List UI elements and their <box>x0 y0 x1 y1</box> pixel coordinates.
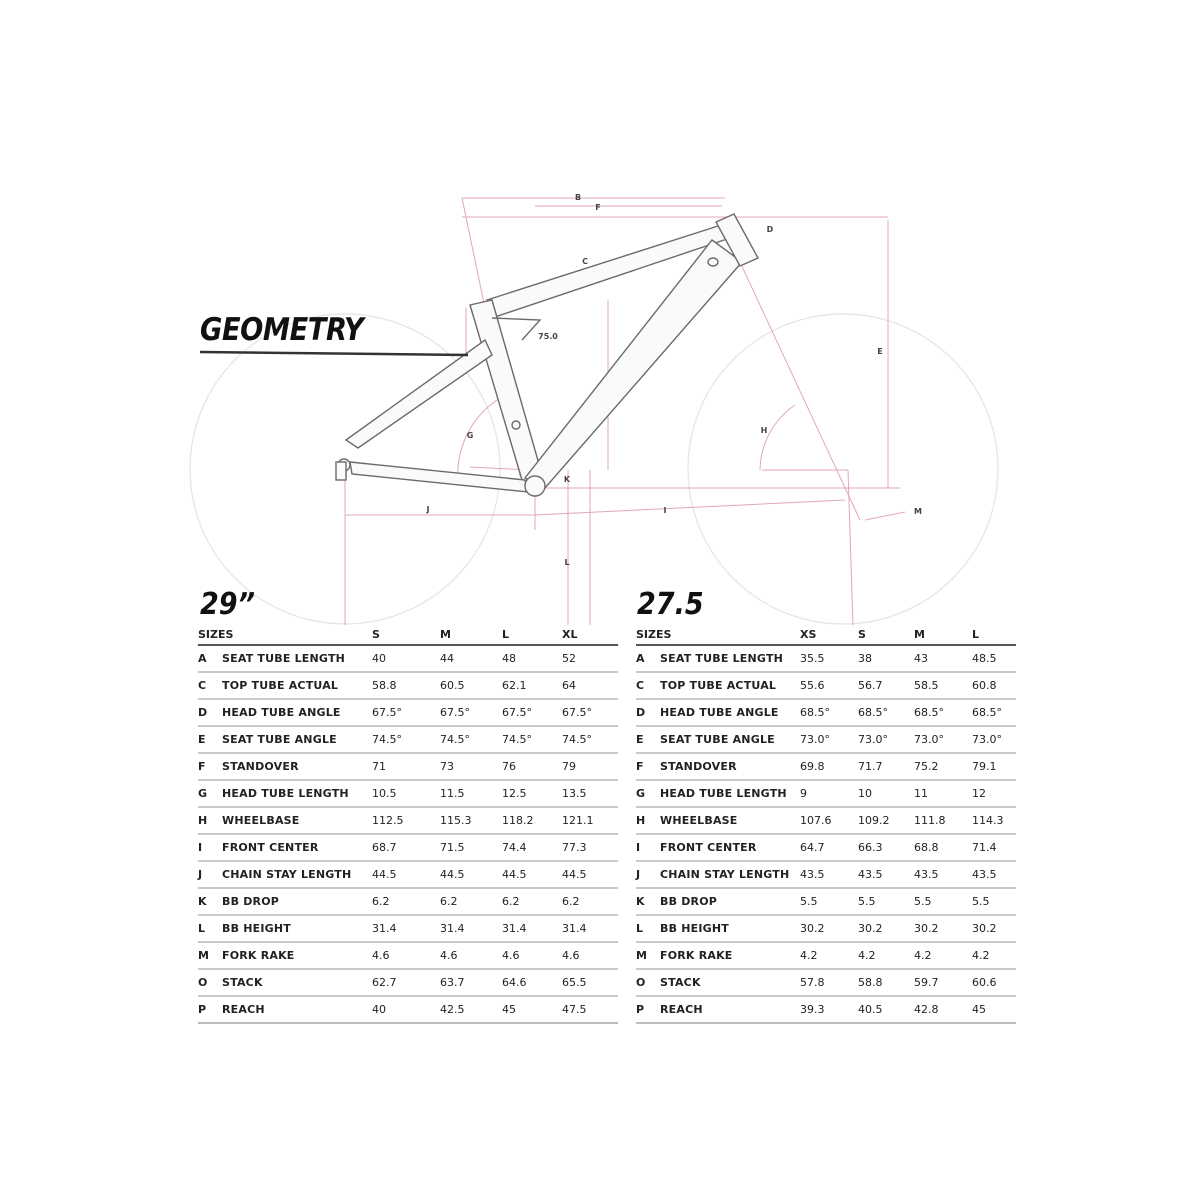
row-value: 44.5 <box>440 861 502 888</box>
row-value: 71.4 <box>972 834 1016 861</box>
label-f: F <box>595 203 601 212</box>
row-value: 77.3 <box>562 834 618 861</box>
row-value: 39.3 <box>800 996 858 1023</box>
row-letter: P <box>198 996 222 1023</box>
row-letter: L <box>198 915 222 942</box>
table-row <box>198 834 618 861</box>
row-value: 48.5 <box>972 645 1016 672</box>
row-value: 47.5 <box>562 996 618 1023</box>
label-g: G <box>466 431 474 440</box>
table-row <box>636 807 1016 834</box>
row-value: 67.5° <box>372 699 440 726</box>
row-value: 58.5 <box>914 672 972 699</box>
row-value: 74.5° <box>440 726 502 753</box>
table-row <box>198 969 618 996</box>
table-row <box>198 780 618 807</box>
row-name: STANDOVER <box>222 753 372 780</box>
row-value: 5.5 <box>800 888 858 915</box>
size-header: S <box>372 628 380 641</box>
row-value: 43.5 <box>972 861 1016 888</box>
row-value: 11.5 <box>440 780 502 807</box>
geometry-table-275 <box>636 625 1016 1024</box>
row-value: 79.1 <box>972 753 1016 780</box>
row-value: 44.5 <box>372 861 440 888</box>
row-letter: O <box>198 969 222 996</box>
row-value: 4.6 <box>502 942 562 969</box>
row-name: SEAT TUBE LENGTH <box>660 645 800 672</box>
table-row <box>636 888 1016 915</box>
table-row <box>636 915 1016 942</box>
row-value: 52 <box>562 645 618 672</box>
table-row <box>636 699 1016 726</box>
row-value: 60.6 <box>972 969 1016 996</box>
row-value: 67.5° <box>502 699 562 726</box>
label-angle: 75.0 <box>538 332 558 341</box>
table-row <box>198 942 618 969</box>
geometry-table-29 <box>198 625 618 1024</box>
row-value: 71.5 <box>440 834 502 861</box>
row-letter: F <box>636 753 660 780</box>
row-value: 5.5 <box>858 888 914 915</box>
row-name: BB HEIGHT <box>660 915 800 942</box>
row-name: CHAIN STAY LENGTH <box>660 861 800 888</box>
row-name: BB DROP <box>660 888 800 915</box>
row-value: 71.7 <box>858 753 914 780</box>
row-name: CHAIN STAY LENGTH <box>222 861 372 888</box>
row-name: HEAD TUBE LENGTH <box>660 780 800 807</box>
size-header: S <box>858 628 866 641</box>
row-name: FORK RAKE <box>660 942 800 969</box>
row-name: TOP TUBE ACTUAL <box>660 672 800 699</box>
label-d: D <box>766 225 774 234</box>
row-value: 64.7 <box>800 834 858 861</box>
row-value: 5.5 <box>972 888 1016 915</box>
row-value: 6.2 <box>562 888 618 915</box>
label-i: I <box>663 506 667 515</box>
size-header: M <box>440 628 451 641</box>
row-value: 4.6 <box>372 942 440 969</box>
table-row <box>636 726 1016 753</box>
table-275-heading: 27.5 <box>637 587 704 622</box>
row-value: 65.5 <box>562 969 618 996</box>
row-value: 74.4 <box>502 834 562 861</box>
row-value: 6.2 <box>440 888 502 915</box>
table-row <box>636 996 1016 1023</box>
row-letter: H <box>636 807 660 834</box>
row-value: 40 <box>372 996 440 1023</box>
row-value: 67.5° <box>562 699 618 726</box>
row-name: HEAD TUBE ANGLE <box>660 699 800 726</box>
row-name: STANDOVER <box>660 753 800 780</box>
row-value: 44.5 <box>562 861 618 888</box>
table-row <box>198 645 618 672</box>
row-value: 73 <box>440 753 502 780</box>
table-row <box>198 672 618 699</box>
size-header: XL <box>562 628 578 641</box>
row-value: 4.2 <box>858 942 914 969</box>
row-value: 60.8 <box>972 672 1016 699</box>
row-letter: G <box>636 780 660 807</box>
row-value: 69.8 <box>800 753 858 780</box>
row-value: 10.5 <box>372 780 440 807</box>
row-value: 48 <box>502 645 562 672</box>
table-row <box>198 915 618 942</box>
row-letter: G <box>198 780 222 807</box>
row-value: 68.8 <box>914 834 972 861</box>
row-value: 74.5° <box>562 726 618 753</box>
row-value: 40.5 <box>858 996 914 1023</box>
row-value: 31.4 <box>440 915 502 942</box>
row-name: FRONT CENTER <box>222 834 372 861</box>
row-letter: C <box>198 672 222 699</box>
row-value: 109.2 <box>858 807 914 834</box>
row-name: STACK <box>660 969 800 996</box>
row-value: 76 <box>502 753 562 780</box>
row-name: REACH <box>222 996 372 1023</box>
table-row <box>198 861 618 888</box>
row-value: 55.6 <box>800 672 858 699</box>
row-value: 67.5° <box>440 699 502 726</box>
row-value: 4.6 <box>562 942 618 969</box>
table-header-row <box>198 625 618 645</box>
row-letter: M <box>636 942 660 969</box>
row-value: 58.8 <box>372 672 440 699</box>
row-value: 12 <box>972 780 1016 807</box>
row-value: 68.5° <box>800 699 858 726</box>
table-row <box>198 753 618 780</box>
row-value: 73.0° <box>800 726 858 753</box>
row-letter: J <box>198 861 222 888</box>
row-value: 6.2 <box>372 888 440 915</box>
row-value: 66.3 <box>858 834 914 861</box>
row-value: 75.2 <box>914 753 972 780</box>
row-value: 57.8 <box>800 969 858 996</box>
row-letter: K <box>636 888 660 915</box>
row-value: 45 <box>502 996 562 1023</box>
row-value: 74.5° <box>372 726 440 753</box>
row-value: 43.5 <box>858 861 914 888</box>
row-value: 30.2 <box>800 915 858 942</box>
row-name: STACK <box>222 969 372 996</box>
front-wheel <box>688 314 998 624</box>
row-letter: H <box>198 807 222 834</box>
row-value: 4.2 <box>914 942 972 969</box>
row-letter: E <box>636 726 660 753</box>
row-value: 60.5 <box>440 672 502 699</box>
row-value: 73.0° <box>972 726 1016 753</box>
table-row <box>198 699 618 726</box>
size-header: L <box>972 628 980 641</box>
row-value: 31.4 <box>562 915 618 942</box>
row-name: BB HEIGHT <box>222 915 372 942</box>
label-h: H <box>760 426 768 435</box>
row-value: 4.6 <box>440 942 502 969</box>
row-name: HEAD TUBE LENGTH <box>222 780 372 807</box>
row-value: 68.5° <box>858 699 914 726</box>
row-name: REACH <box>660 996 800 1023</box>
row-letter: A <box>636 645 660 672</box>
row-value: 4.2 <box>972 942 1016 969</box>
row-name: TOP TUBE ACTUAL <box>222 672 372 699</box>
row-letter: M <box>198 942 222 969</box>
geometry-title: GEOMETRY <box>200 312 364 348</box>
table-row <box>198 996 618 1023</box>
row-value: 68.5° <box>914 699 972 726</box>
label-k: K <box>563 475 571 484</box>
row-value: 44.5 <box>502 861 562 888</box>
row-value: 4.2 <box>800 942 858 969</box>
row-value: 43.5 <box>914 861 972 888</box>
row-name: SEAT TUBE LENGTH <box>222 645 372 672</box>
row-letter: F <box>198 753 222 780</box>
row-value: 115.3 <box>440 807 502 834</box>
row-name: FORK RAKE <box>222 942 372 969</box>
row-value: 64.6 <box>502 969 562 996</box>
row-letter: K <box>198 888 222 915</box>
row-name: HEAD TUBE ANGLE <box>222 699 372 726</box>
row-name: SEAT TUBE ANGLE <box>660 726 800 753</box>
row-value: 107.6 <box>800 807 858 834</box>
table-row <box>636 969 1016 996</box>
table-row <box>636 942 1016 969</box>
row-value: 30.2 <box>914 915 972 942</box>
row-letter: D <box>636 699 660 726</box>
row-value: 73.0° <box>858 726 914 753</box>
row-value: 59.7 <box>914 969 972 996</box>
table-row <box>198 807 618 834</box>
table-row <box>636 834 1016 861</box>
row-value: 63.7 <box>440 969 502 996</box>
row-name: WHEELBASE <box>222 807 372 834</box>
row-value: 10 <box>858 780 914 807</box>
table-row <box>636 780 1016 807</box>
label-j: J <box>426 505 430 514</box>
row-letter: P <box>636 996 660 1023</box>
table-row <box>198 726 618 753</box>
row-letter: C <box>636 672 660 699</box>
row-value: 64 <box>562 672 618 699</box>
row-name: FRONT CENTER <box>660 834 800 861</box>
sizes-header: SIZES <box>198 628 234 641</box>
table-header-row <box>636 625 1016 645</box>
row-value: 30.2 <box>858 915 914 942</box>
row-value: 42.5 <box>440 996 502 1023</box>
row-value: 5.5 <box>914 888 972 915</box>
table-29-heading: 29” <box>200 587 255 622</box>
size-header: L <box>502 628 510 641</box>
label-b: B <box>574 193 582 202</box>
row-value: 74.5° <box>502 726 562 753</box>
row-value: 71 <box>372 753 440 780</box>
row-letter: A <box>198 645 222 672</box>
row-value: 6.2 <box>502 888 562 915</box>
row-value: 13.5 <box>562 780 618 807</box>
row-value: 30.2 <box>972 915 1016 942</box>
row-value: 31.4 <box>502 915 562 942</box>
row-value: 35.5 <box>800 645 858 672</box>
row-value: 42.8 <box>914 996 972 1023</box>
row-value: 118.2 <box>502 807 562 834</box>
row-value: 73.0° <box>914 726 972 753</box>
row-name: WHEELBASE <box>660 807 800 834</box>
label-c: C <box>582 257 588 266</box>
sizes-header: SIZES <box>636 628 672 641</box>
row-value: 62.7 <box>372 969 440 996</box>
row-value: 62.1 <box>502 672 562 699</box>
row-value: 79 <box>562 753 618 780</box>
row-letter: L <box>636 915 660 942</box>
row-letter: I <box>636 834 660 861</box>
row-value: 31.4 <box>372 915 440 942</box>
row-value: 9 <box>800 780 858 807</box>
table-row <box>636 861 1016 888</box>
row-value: 56.7 <box>858 672 914 699</box>
row-letter: E <box>198 726 222 753</box>
row-value: 12.5 <box>502 780 562 807</box>
row-value: 121.1 <box>562 807 618 834</box>
label-l: L <box>564 558 570 567</box>
row-value: 11 <box>914 780 972 807</box>
table-row <box>636 672 1016 699</box>
row-value: 114.3 <box>972 807 1016 834</box>
table-row <box>636 753 1016 780</box>
row-letter: J <box>636 861 660 888</box>
row-letter: I <box>198 834 222 861</box>
row-value: 43 <box>914 645 972 672</box>
row-name: BB DROP <box>222 888 372 915</box>
row-value: 112.5 <box>372 807 440 834</box>
row-value: 40 <box>372 645 440 672</box>
label-e: E <box>877 347 883 356</box>
row-value: 38 <box>858 645 914 672</box>
size-header: XS <box>800 628 817 641</box>
row-name: SEAT TUBE ANGLE <box>222 726 372 753</box>
row-value: 43.5 <box>800 861 858 888</box>
row-value: 44 <box>440 645 502 672</box>
table-row <box>636 645 1016 672</box>
row-letter: D <box>198 699 222 726</box>
row-value: 58.8 <box>858 969 914 996</box>
row-value: 68.7 <box>372 834 440 861</box>
row-letter: O <box>636 969 660 996</box>
row-value: 111.8 <box>914 807 972 834</box>
table-row <box>198 888 618 915</box>
size-header: M <box>914 628 925 641</box>
label-m: M <box>914 507 922 516</box>
row-value: 68.5° <box>972 699 1016 726</box>
row-value: 45 <box>972 996 1016 1023</box>
